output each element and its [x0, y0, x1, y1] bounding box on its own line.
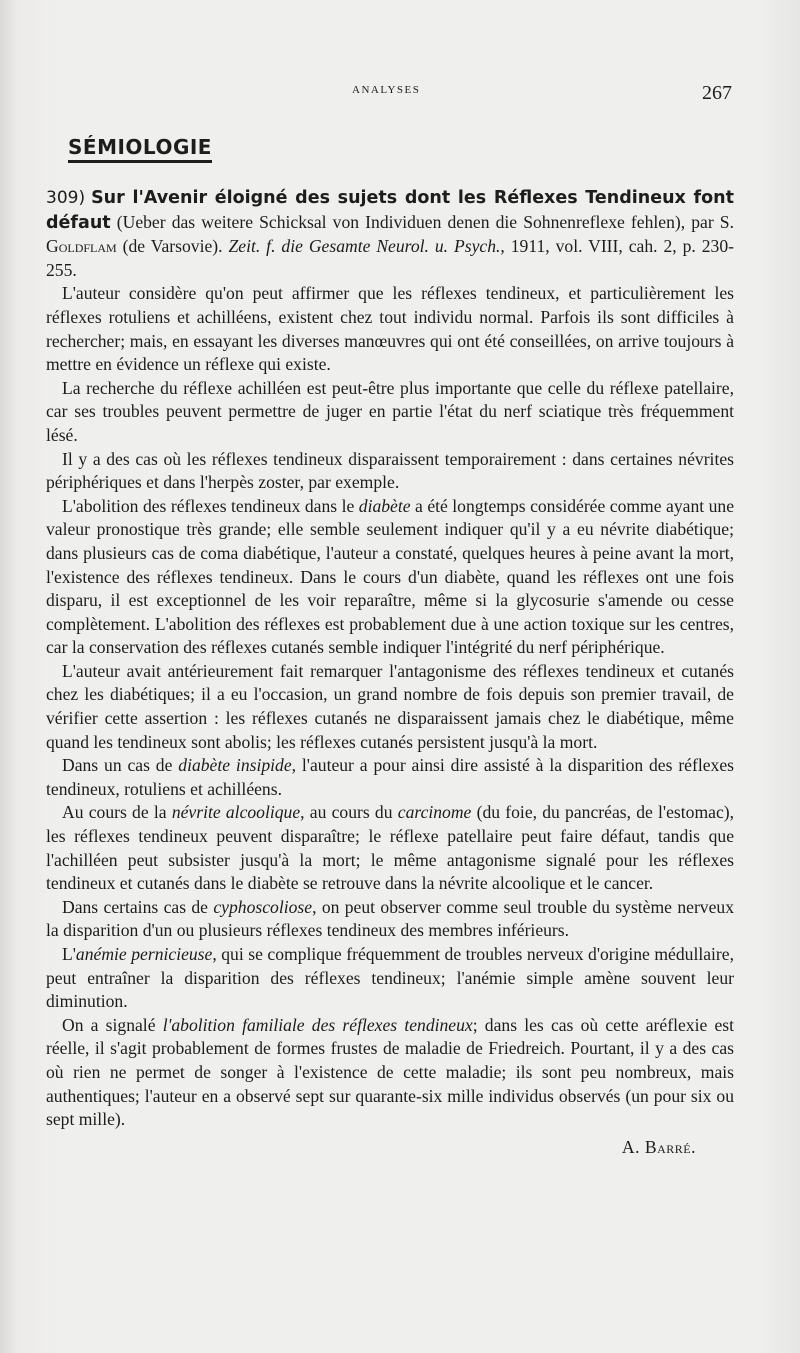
paragraph: [46, 896, 734, 943]
italic-term: cyphoscoliose: [213, 896, 313, 917]
italic-term: anémie pernicieuse: [75, 944, 213, 964]
paragraph: [46, 282, 734, 376]
italic-term: névrite alcoolique: [171, 802, 301, 823]
entry-title-bold: Sur l'Avenir éloigné des sujets dont les Réflexes Tendineux font défaut: [46, 188, 734, 233]
paragraph: [46, 448, 734, 495]
paragraph: [46, 1014, 734, 1132]
paragraph: [46, 660, 734, 754]
entry-author: Goldflam: [46, 236, 117, 257]
paragraph-text: Il y a des cas où les réflexes tendineux disparaissent temporairement : dans certaines névrites périphériques et dans l'herpès zoster, par exemple.: [46, 448, 734, 493]
paragraph-text: L': [62, 944, 76, 964]
entry-number: 309): [46, 188, 86, 208]
paragraph-text: Dans certains cas de: [62, 896, 214, 917]
running-head: ANALYSES: [352, 84, 421, 96]
signature: A. Barré.: [621, 1136, 696, 1157]
paragraph-text: L'abolition des réflexes tendineux dans le: [62, 495, 359, 516]
italic-term: carcinome: [397, 802, 472, 823]
entry-title-german: (Ueber das weitere Schicksal von Individuen denen die Sohnenreflexe fehlen), par S.: [110, 211, 734, 232]
entry-citation: , 1911, vol. VIII, cah. 2, p. 230-255.: [46, 236, 734, 280]
paragraph-text: La recherche du réflexe achilléen est peut-être plus importante que celle du réflexe patellaire, car ses troubles peuvent permettre de juger en partie l'état du nerf sciatique très fréquemment lésé.: [46, 377, 734, 445]
paragraph: [46, 495, 734, 660]
entry-affiliation: (de Varsovie).: [116, 236, 229, 257]
entry-heading: [46, 186, 734, 282]
italic-term: diabète: [358, 495, 411, 516]
paragraph-text: ; dans les cas où cette aréflexie est réelle, il s'agit probablement de formes frustes de maladie de Friedreich. Pourtant, il y a des cas où rien ne permet de songer à l'existence de cette maladie; ils sont peu nombreux, mais authentiques; l'auteur en a observé sept sur quarante-six mille individus observés (un pour six ou sept mille).: [46, 1014, 734, 1130]
paragraph: [46, 754, 734, 801]
paragraph-text: , l'auteur a pour ainsi dire assisté à la disparition des réflexes tendineux, rotuliens et achilléens.: [46, 755, 734, 799]
paragraph-list: [46, 282, 734, 1131]
paragraph: [46, 801, 734, 895]
paragraph: [46, 377, 734, 448]
section-title: SÉMIOLOGIE: [68, 135, 212, 163]
paragraph-text: Dans un cas de: [62, 755, 179, 776]
paragraph-text: Au cours de la: [62, 802, 172, 823]
paragraph-text: , qui se complique fréquemment de troubles nerveux d'origine médullaire, peut entraîner la disparition des réflexes tendineux; l'anémie simple amène souvent leur diminution.: [46, 944, 734, 1012]
paragraph-text: a été longtemps considérée comme ayant une valeur pronostique très grande; elle semble seulement indiquer qu'il y a eu névrite diabétique; dans plusieurs cas de coma diabétique, l'auteur a constaté, quelques heures à peine avant la mort, l'existence des réflexes tendineux. Dans le cours d'un diabète, quand les réflexes ont une fois disparu, il est exceptionnel de les voir reparaître, même si la glycosurie s'amende ou cesse complètement. L'abolition des réflexes est probablement due à une action toxique sur les centres, car la conservation des réflexes cutanés semble indiquer l'intégrité du nerf périphérique.: [46, 495, 734, 658]
entry-journal: Zeit. f. die Gesamte Neurol. u. Psych.: [228, 236, 501, 257]
paragraph: [46, 943, 734, 1014]
article-body: [46, 186, 734, 1159]
paragraph-text: , on peut observer comme seul trouble du système nerveux la disparition d'un ou plusieurs réflexes tendineux des membres inférieurs.: [46, 896, 735, 941]
page-number: 267: [702, 82, 732, 104]
paragraph-text: (du foie, du pancréas, de l'estomac), les réflexes tendineux peuvent disparaître; le réflexe patellaire peut faire défaut, tandis que l'achilléen peut subsister jusqu'à la mort; le même antagonisme signalé pour les réflexes tendineux et cutanés dans le diabète se retrouve dans la névrite alcoolique et le cancer.: [46, 802, 735, 894]
paragraph-text: L'auteur considère qu'on peut affirmer que les réflexes tendineux, et particulièrement les réflexes rotuliens et achilléens, existent chez tout individu normal. Parfois ils sont difficiles à rechercher; mais, en essayant les diverses manœuvres qui ont été conseillées, on arrive toujours à mettre en évidence un réflexe qui existe.: [46, 283, 734, 375]
italic-term: diabète insipide: [178, 755, 292, 776]
paragraph-text: L'auteur avait antérieurement fait remarquer l'antagonisme des réflexes tendineux et cutanés chez les diabétiques; il a eu l'occasion, un grand nombre de fois depuis son premier travail, de vérifier cette assertion : les réflexes cutanés ne disparaissent jamais chez le diabétique, même quand les tendineux sont abolis; les réflexes cutanés persistent jusqu'à la mort.: [46, 660, 734, 752]
paragraph-text: On a signalé: [62, 1014, 163, 1035]
italic-term: l'abolition familiale des réflexes tendineux: [162, 1014, 473, 1035]
paragraph-text: , au cours du: [300, 802, 398, 823]
